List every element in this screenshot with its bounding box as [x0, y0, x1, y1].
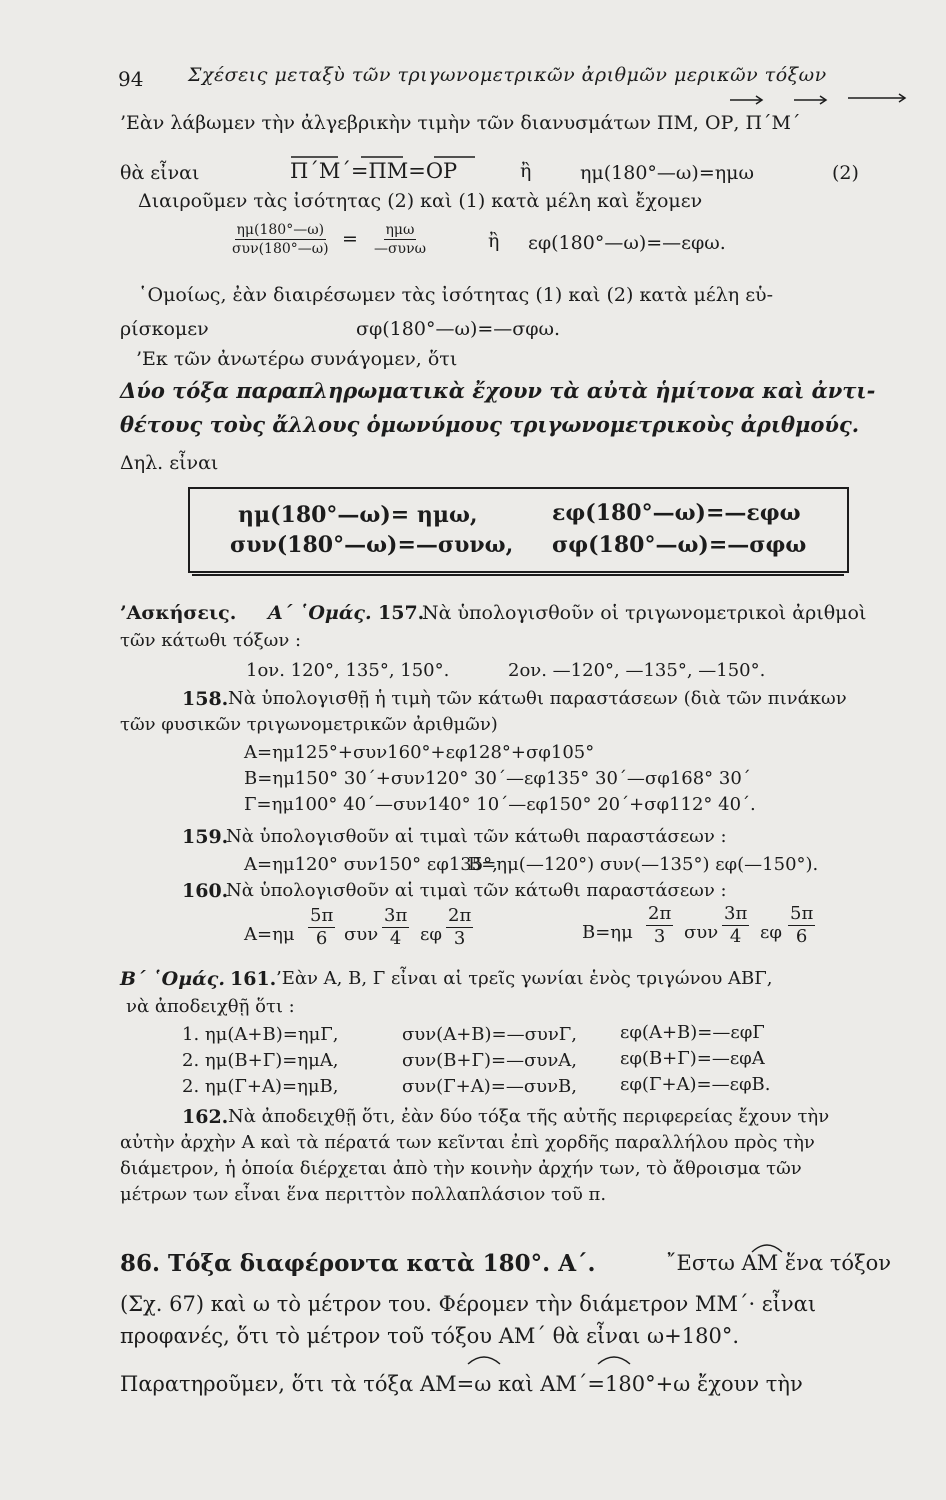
- identity-sine: ημ(180°—ω)= ημω,: [238, 502, 478, 528]
- fraction: [382, 906, 409, 949]
- fraction-numerator: ημ(180°—ω): [236, 222, 325, 238]
- or-word: ἢ: [488, 230, 500, 252]
- fraction-lhs: [230, 222, 331, 257]
- function-name: συν: [684, 922, 719, 943]
- theorem-line: θέτους τοὺς ἄλλους ὁμωνύμους τριγωνομετρικοὺς ἀριθμούς.: [120, 412, 860, 437]
- identity-item: συν(Α+Β)=—συνΓ,: [402, 1024, 577, 1045]
- exercise-list: 1ον. 120°, 135°, 150°.: [246, 660, 450, 681]
- fraction-numerator: 2π: [448, 905, 472, 926]
- paragraph-line: ’Εκ τῶν ἀνωτέρω συνάγομεν, ὅτι: [136, 348, 458, 370]
- fraction-numerator: ημω: [385, 222, 415, 238]
- identity-item: εφ(Γ+Α)=—εφΒ.: [620, 1074, 771, 1095]
- fraction-numerator: 3π: [384, 905, 408, 926]
- expression-a: Α=ημ125°+συν160°+εφ128°+σφ105°: [244, 742, 595, 763]
- fraction-denominator: —συνω: [374, 241, 426, 257]
- identity-item: 1. ημ(Α+Β)=ημΓ,: [182, 1024, 339, 1045]
- fraction: [308, 906, 335, 949]
- identity-cotangent: σφ(180°—ω)=—σφω: [552, 532, 807, 558]
- exercise-number: 160.: [182, 880, 229, 902]
- section-text: Παρατηροῦμεν, ὅτι τὰ τόξα ΑΜ=ω καὶ ΑΜ΄=180°+ω ἔχουν τὴν: [120, 1372, 803, 1396]
- fraction-denominator: 3: [653, 926, 666, 947]
- expression-a-label: Α=ημ: [244, 924, 295, 945]
- identity-item: συν(Β+Γ)=—συνΑ,: [402, 1050, 577, 1071]
- expression-b-label: Β=ημ: [582, 922, 633, 943]
- exercise-text: Νὰ ὑπολογισθοῦν αἱ τιμαὶ τῶν κάτωθι παραστάσεων :: [226, 880, 727, 901]
- vector-arrows: [0, 0, 946, 300]
- or-word: ἢ: [520, 160, 532, 182]
- section-text: (Σχ. 67) καὶ ω τὸ μέτρον του. Φέρομεν τὴν διάμετρον ΜΜ΄· εἶναι: [120, 1292, 817, 1316]
- tangent-identity: εφ(180°—ω)=—εφω.: [528, 232, 726, 254]
- paragraph-line: ’Εὰν λάβωμεν τὴν ἀλγεβρικὴν τιμὴν τῶν διανυσμάτων ΠΜ, ΟΡ, Π΄Μ΄: [120, 112, 801, 134]
- identity-item: 2. ημ(Γ+Α)=ημΒ,: [182, 1076, 339, 1097]
- fraction-denominator: 6: [795, 926, 808, 947]
- exercise-text: μέτρων των εἶναι ἕνα περιττὸν πολλαπλάσιον τοῦ π.: [120, 1184, 607, 1205]
- exercise-text: Νὰ ἀποδειχθῇ ὅτι, ἐὰν δύο τόξα τῆς αὐτῆς περιφερείας ἔχουν τὴν: [228, 1106, 830, 1127]
- page-number: 94: [118, 67, 144, 91]
- exercise-number: 159.: [182, 826, 229, 848]
- exercise-text: τῶν φυσικῶν τριγωνομετρικῶν ἀριθμῶν): [120, 714, 498, 735]
- fraction-denominator: 4: [389, 928, 402, 949]
- group-a-label: Α΄ ῾Ομάς.: [268, 602, 372, 624]
- exercise-text: νὰ ἀποδειχθῇ ὅτι :: [126, 996, 295, 1017]
- section-text: προφανές, ὅτι τὸ μέτρον τοῦ τόξου ΑΜ΄ θὰ εἶναι ω+180°.: [120, 1324, 740, 1348]
- equals-sign: =: [342, 228, 358, 250]
- equation-segments: Π΄Μ΄=ΠΜ=ΟΡ: [290, 159, 458, 183]
- fraction-denominator: 3: [453, 928, 466, 949]
- identity-item: εφ(Α+Β)=—εφΓ: [620, 1022, 765, 1043]
- identity-tangent: εφ(180°—ω)=—εφω: [552, 500, 801, 526]
- exercise-text: ’Εὰν Α, Β, Γ εἶναι αἱ τρεῖς γωνίαι ἑνὸς τριγώνου ΑΒΓ,: [276, 968, 773, 989]
- exercise-text: Νὰ ὑπολογισθοῦν αἱ τιμαὶ τῶν κάτωθι παραστάσεων :: [226, 826, 727, 847]
- expression-b: Β=ημ(—120°) συν(—135°) εφ(—150°).: [468, 854, 819, 875]
- function-name: συν: [344, 924, 379, 945]
- section-heading: 86. Τόξα διαφέροντα κατὰ 180°. Α΄.: [120, 1250, 596, 1277]
- fraction-numerator: 5π: [310, 905, 334, 926]
- expression-b: Β=ημ150° 30΄+συν120° 30΄—εφ135° 30΄—σφ168° 30΄: [244, 768, 751, 789]
- paragraph-line: ῾Ομοίως, ἐὰν διαιρέσωμεν τὰς ἰσότητας (1) καὶ (2) κατὰ μέλη εὑ-: [138, 284, 774, 306]
- identity-item: συν(Γ+Α)=—συνΒ,: [402, 1076, 577, 1097]
- exercise-number: 161.: [230, 968, 277, 990]
- function-name: εφ: [420, 924, 442, 945]
- exercise-text: Νὰ ὑπολογισθῇ ἡ τιμὴ τῶν κάτωθι παραστάσεων (διὰ τῶν πινάκων: [228, 688, 847, 709]
- fraction-denominator: 6: [315, 928, 328, 949]
- exercise-text: διάμετρον, ἡ ὁποία διέρχεται ἀπὸ τὴν κοινὴν ἀρχήν των, τὸ ἄθροισμα τῶν: [120, 1158, 802, 1179]
- identity-box-rule: [192, 574, 844, 576]
- equation-2: ημ(180°—ω)=ημω: [580, 162, 754, 184]
- paragraph-line: Δηλ. εἶναι: [120, 452, 219, 474]
- fraction: [722, 904, 749, 947]
- fraction: [788, 904, 815, 947]
- line-6-label: ρίσκομεν: [120, 318, 209, 340]
- arc-marks: [0, 1230, 946, 1410]
- exercise-text: τῶν κάτωθι τόξων :: [120, 630, 302, 651]
- theorem-line: Δύο τόξα παραπληρωματικὰ ἔχουν τὰ αὐτὰ ἡμίτονα καὶ ἀντι-: [120, 378, 876, 403]
- fraction: [446, 906, 473, 949]
- function-name: εφ: [760, 922, 782, 943]
- exercise-number: 158.: [182, 688, 229, 710]
- identity-item: εφ(Β+Γ)=—εφΑ: [620, 1048, 765, 1069]
- fraction-denominator: συν(180°—ω): [232, 241, 329, 257]
- exercise-list: 2ον. —120°, —135°, —150°.: [508, 660, 766, 681]
- running-title: Σχέσεις μεταξὺ τῶν τριγωνομετρικῶν ἀριθμῶν μερικῶν τόξων: [188, 64, 827, 86]
- equation-label: (2): [832, 162, 859, 184]
- cotangent-identity: σφ(180°—ω)=—σφω.: [356, 318, 561, 340]
- group-b-label: Β΄ ῾Ομάς.: [120, 968, 225, 990]
- fraction-numerator: 2π: [648, 903, 672, 924]
- exercise-text: Νὰ ὑπολογισθοῦν οἱ τριγωνομετρικοὶ ἀριθμοὶ: [422, 602, 867, 624]
- exercise-text: αὐτὴν ἀρχὴν Α καὶ τὰ πέρατά των κεῖνται ἐπὶ χορδῆς παραλλήλου πρὸς τὴν: [120, 1132, 815, 1153]
- exercises-heading: ’Ασκήσεις.: [120, 602, 237, 624]
- exercise-number: 162.: [182, 1106, 229, 1128]
- identity-cosine: συν(180°—ω)=—συνω,: [230, 532, 514, 558]
- fraction-rhs: [372, 222, 428, 257]
- fraction-denominator: 4: [729, 926, 742, 947]
- fraction: [646, 904, 673, 947]
- section-text: ῎Εστω ΑΜ ἕνα τόξον: [666, 1251, 892, 1275]
- exercise-number: 157.: [378, 602, 425, 624]
- expression-g: Γ=ημ100° 40΄—συν140° 10΄—εφ150° 20΄+σφ112° 40΄.: [244, 794, 756, 815]
- fraction-numerator: 5π: [790, 903, 814, 924]
- fraction-numerator: 3π: [724, 903, 748, 924]
- line-2-label: θὰ εἶναι: [120, 162, 200, 184]
- identity-item: 2. ημ(Β+Γ)=ημΑ,: [182, 1050, 339, 1071]
- paragraph-line: Διαιροῦμεν τὰς ἰσότητας (2) καὶ (1) κατὰ μέλη καὶ ἔχομεν: [138, 190, 703, 212]
- expression-a: Α=ημ120° συν150° εφ135°,: [244, 854, 498, 875]
